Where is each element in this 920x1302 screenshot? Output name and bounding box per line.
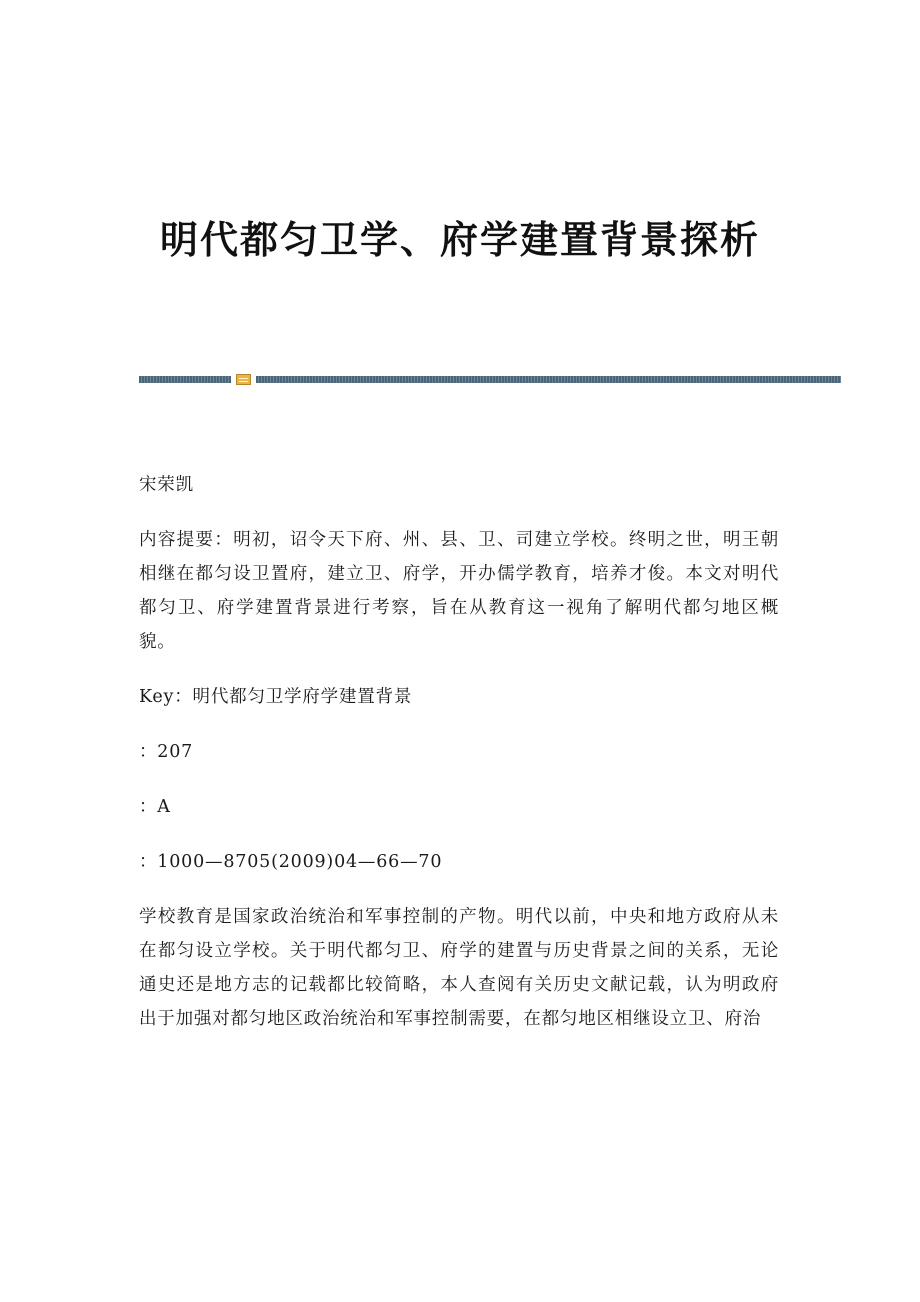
document-body	[139, 468, 779, 1036]
article-id: ：1000—8705(2009)04—66—70	[139, 852, 443, 872]
page-title: 明代都匀卫学、府学建置背景探析	[159, 218, 760, 262]
keywords: Key：明代都匀卫学府学建置背景	[139, 687, 413, 707]
author: 宋荣凯	[139, 475, 194, 495]
document-code: ：A	[139, 797, 171, 817]
divider-emblem-icon	[236, 374, 251, 385]
abstract: 内容提要：明初，诏令天下府、州、县、卫、司建立学校。终明之世，明王朝相继在都匀设卫置府，建立卫、府学，开办儒学教育，培养才俊。本文对明代都匀卫、府学建置背景进行考察，旨在从教育这一视角了解明代都匀地区概貌。	[139, 530, 779, 652]
body-paragraph: 学校教育是国家政治统治和军事控制的产物。明代以前，中央和地方政府从未在都匀设立学校。关于明代都匀卫、府学的建置与历史背景之间的关系，无论通史还是地方志的记载都比较简略，本人查阅有关历史文献记载，认为明政府出于加强对都匀地区政治统治和军事控制需要，在都匀地区相继设立卫、府治	[139, 907, 779, 1029]
title-divider	[139, 374, 841, 384]
classification-number: ：207	[139, 742, 194, 762]
divider-bar-left	[139, 376, 231, 383]
divider-bar-right	[256, 376, 841, 383]
